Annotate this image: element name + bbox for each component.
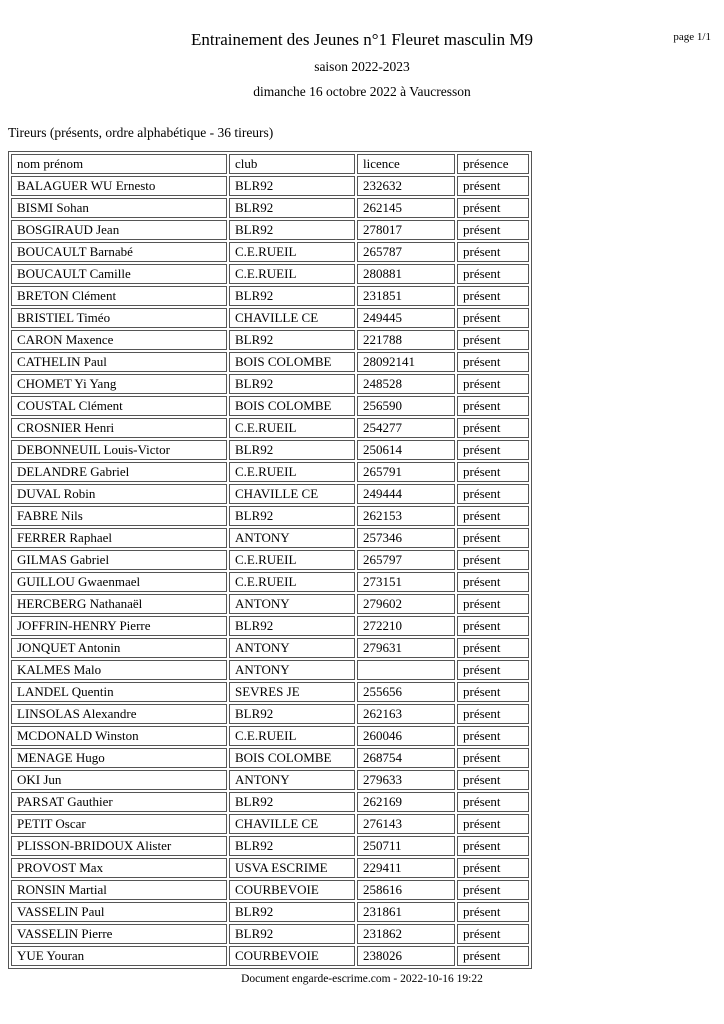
presence-cell: présent <box>457 748 529 768</box>
presence-cell: présent <box>457 330 529 350</box>
club-cell: ANTONY <box>229 528 355 548</box>
presence-cell: présent <box>457 220 529 240</box>
fencer-name-cell: KALMES Malo <box>11 660 227 680</box>
fencer-name-cell: BRISTIEL Timéo <box>11 308 227 328</box>
presence-cell: présent <box>457 418 529 438</box>
licence-cell <box>357 660 455 680</box>
fencer-name-cell: YUE Youran <box>11 946 227 966</box>
club-cell: BLR92 <box>229 176 355 196</box>
table-row <box>11 242 529 262</box>
fencer-name-cell: GUILLOU Gwaenmael <box>11 572 227 592</box>
presence-cell: présent <box>457 770 529 790</box>
presence-cell: présent <box>457 484 529 504</box>
column-header-club: club <box>229 154 355 174</box>
club-cell: BLR92 <box>229 506 355 526</box>
licence-cell: 249444 <box>357 484 455 504</box>
licence-cell: 268754 <box>357 748 455 768</box>
presence-cell: présent <box>457 264 529 284</box>
presence-cell: présent <box>457 352 529 372</box>
document-footer: Document engarde-escrime.com - 2022-10-16 19:22 <box>241 973 483 985</box>
fencers-table <box>8 151 532 969</box>
licence-cell: 278017 <box>357 220 455 240</box>
fencer-name-cell: BRETON Clément <box>11 286 227 306</box>
licence-cell: 265787 <box>357 242 455 262</box>
licence-cell: 280881 <box>357 264 455 284</box>
column-header-presence: présence <box>457 154 529 174</box>
fencer-name-cell: PARSAT Gauthier <box>11 792 227 812</box>
fencer-name-cell: BALAGUER WU Ernesto <box>11 176 227 196</box>
licence-cell: 221788 <box>357 330 455 350</box>
fencer-name-cell: FABRE Nils <box>11 506 227 526</box>
table-row <box>11 550 529 570</box>
table-row <box>11 616 529 636</box>
fencer-name-cell: VASSELIN Pierre <box>11 924 227 944</box>
table-row <box>11 176 529 196</box>
presence-cell: présent <box>457 308 529 328</box>
presence-cell: présent <box>457 946 529 966</box>
licence-cell: 232632 <box>357 176 455 196</box>
table-row <box>11 660 529 680</box>
table-row <box>11 220 529 240</box>
club-cell: C.E.RUEIL <box>229 726 355 746</box>
fencer-name-cell: CATHELIN Paul <box>11 352 227 372</box>
presence-cell: présent <box>457 440 529 460</box>
presence-cell: présent <box>457 528 529 548</box>
licence-cell: 276143 <box>357 814 455 834</box>
licence-cell: 262169 <box>357 792 455 812</box>
club-cell: CHAVILLE CE <box>229 308 355 328</box>
presence-cell: présent <box>457 924 529 944</box>
column-header-licence: licence <box>357 154 455 174</box>
fencer-name-cell: JONQUET Antonin <box>11 638 227 658</box>
fencer-name-cell: OKI Jun <box>11 770 227 790</box>
table-row <box>11 836 529 856</box>
club-cell: C.E.RUEIL <box>229 418 355 438</box>
club-cell: BLR92 <box>229 330 355 350</box>
table-row <box>11 814 529 834</box>
licence-cell: 248528 <box>357 374 455 394</box>
table-row <box>11 528 529 548</box>
table-row <box>11 484 529 504</box>
table-row <box>11 396 529 416</box>
club-cell: C.E.RUEIL <box>229 264 355 284</box>
club-cell: BLR92 <box>229 902 355 922</box>
presence-cell: présent <box>457 572 529 592</box>
fencer-name-cell: BOUCAULT Barnabé <box>11 242 227 262</box>
table-row <box>11 726 529 746</box>
presence-cell: présent <box>457 396 529 416</box>
fencer-name-cell: CARON Maxence <box>11 330 227 350</box>
club-cell: C.E.RUEIL <box>229 572 355 592</box>
club-cell: BLR92 <box>229 924 355 944</box>
table-row <box>11 330 529 350</box>
table-row <box>11 704 529 724</box>
presence-cell: présent <box>457 704 529 724</box>
fencer-name-cell: CHOMET Yi Yang <box>11 374 227 394</box>
licence-cell: 250614 <box>357 440 455 460</box>
table-row <box>11 418 529 438</box>
licence-cell: 231862 <box>357 924 455 944</box>
fencer-name-cell: PROVOST Max <box>11 858 227 878</box>
table-row <box>11 924 529 944</box>
club-cell: BLR92 <box>229 198 355 218</box>
page-number: page 1/1 <box>673 31 711 43</box>
fencer-name-cell: RONSIN Martial <box>11 880 227 900</box>
club-cell: C.E.RUEIL <box>229 242 355 262</box>
fencer-name-cell: MENAGE Hugo <box>11 748 227 768</box>
table-row <box>11 594 529 614</box>
club-cell: BOIS COLOMBE <box>229 396 355 416</box>
table-row <box>11 308 529 328</box>
presence-cell: présent <box>457 902 529 922</box>
club-cell: ANTONY <box>229 638 355 658</box>
licence-cell: 258616 <box>357 880 455 900</box>
presence-cell: présent <box>457 836 529 856</box>
fencer-name-cell: JOFFRIN-HENRY Pierre <box>11 616 227 636</box>
licence-cell: 256590 <box>357 396 455 416</box>
table-row <box>11 506 529 526</box>
licence-cell: 273151 <box>357 572 455 592</box>
presence-cell: présent <box>457 374 529 394</box>
licence-cell: 257346 <box>357 528 455 548</box>
club-cell: CHAVILLE CE <box>229 814 355 834</box>
licence-cell: 265797 <box>357 550 455 570</box>
fencer-name-cell: CROSNIER Henri <box>11 418 227 438</box>
presence-cell: présent <box>457 198 529 218</box>
licence-cell: 265791 <box>357 462 455 482</box>
presence-cell: présent <box>457 660 529 680</box>
club-cell: COURBEVOIE <box>229 946 355 966</box>
licence-cell: 262145 <box>357 198 455 218</box>
club-cell: BOIS COLOMBE <box>229 748 355 768</box>
fencer-name-cell: BOSGIRAUD Jean <box>11 220 227 240</box>
fencer-name-cell: FERRER Raphael <box>11 528 227 548</box>
club-cell: C.E.RUEIL <box>229 462 355 482</box>
licence-cell: 279633 <box>357 770 455 790</box>
column-header-name: nom prénom <box>11 154 227 174</box>
presence-cell: présent <box>457 242 529 262</box>
licence-cell: 255656 <box>357 682 455 702</box>
licence-cell: 28092141 <box>357 352 455 372</box>
table-row <box>11 748 529 768</box>
fencer-name-cell: MCDONALD Winston <box>11 726 227 746</box>
fencer-name-cell: BISMI Sohan <box>11 198 227 218</box>
licence-cell: 262163 <box>357 704 455 724</box>
table-row <box>11 352 529 372</box>
fencer-name-cell: DELANDRE Gabriel <box>11 462 227 482</box>
section-heading: Tireurs (présents, ordre alphabétique - 36 tireurs) <box>8 125 274 140</box>
club-cell: COURBEVOIE <box>229 880 355 900</box>
fencer-name-cell: LANDEL Quentin <box>11 682 227 702</box>
presence-cell: présent <box>457 506 529 526</box>
presence-cell: présent <box>457 880 529 900</box>
date-location-subtitle: dimanche 16 octobre 2022 à Vaucresson <box>253 84 471 99</box>
fencer-name-cell: PETIT Oscar <box>11 814 227 834</box>
presence-cell: présent <box>457 814 529 834</box>
licence-cell: 254277 <box>357 418 455 438</box>
fencer-name-cell: PLISSON-BRIDOUX Alister <box>11 836 227 856</box>
licence-cell: 279602 <box>357 594 455 614</box>
table-row <box>11 792 529 812</box>
season-subtitle: saison 2022-2023 <box>314 59 410 74</box>
licence-cell: 272210 <box>357 616 455 636</box>
club-cell: BLR92 <box>229 704 355 724</box>
presence-cell: présent <box>457 858 529 878</box>
table-row <box>11 198 529 218</box>
table-row <box>11 374 529 394</box>
club-cell: SEVRES JE <box>229 682 355 702</box>
table-header-row <box>11 154 529 174</box>
club-cell: ANTONY <box>229 594 355 614</box>
club-cell: BLR92 <box>229 286 355 306</box>
licence-cell: 279631 <box>357 638 455 658</box>
licence-cell: 262153 <box>357 506 455 526</box>
fencer-name-cell: LINSOLAS Alexandre <box>11 704 227 724</box>
fencer-name-cell: HERCBERG Nathanaël <box>11 594 227 614</box>
fencer-name-cell: DUVAL Robin <box>11 484 227 504</box>
licence-cell: 238026 <box>357 946 455 966</box>
club-cell: BLR92 <box>229 792 355 812</box>
presence-cell: présent <box>457 286 529 306</box>
fencer-name-cell: GILMAS Gabriel <box>11 550 227 570</box>
table-row <box>11 946 529 966</box>
fencer-name-cell: COUSTAL Clément <box>11 396 227 416</box>
club-cell: BLR92 <box>229 440 355 460</box>
presence-cell: présent <box>457 616 529 636</box>
club-cell: BLR92 <box>229 220 355 240</box>
presence-cell: présent <box>457 594 529 614</box>
licence-cell: 250711 <box>357 836 455 856</box>
presence-cell: présent <box>457 682 529 702</box>
club-cell: ANTONY <box>229 660 355 680</box>
table-row <box>11 264 529 284</box>
licence-cell: 231861 <box>357 902 455 922</box>
table-row <box>11 440 529 460</box>
table-row <box>11 462 529 482</box>
presence-cell: présent <box>457 792 529 812</box>
club-cell: BOIS COLOMBE <box>229 352 355 372</box>
club-cell: CHAVILLE CE <box>229 484 355 504</box>
fencer-name-cell: VASSELIN Paul <box>11 902 227 922</box>
club-cell: BLR92 <box>229 836 355 856</box>
presence-cell: présent <box>457 638 529 658</box>
club-cell: BLR92 <box>229 374 355 394</box>
licence-cell: 231851 <box>357 286 455 306</box>
fencer-name-cell: DEBONNEUIL Louis-Victor <box>11 440 227 460</box>
table-row <box>11 858 529 878</box>
table-row <box>11 286 529 306</box>
table-row <box>11 880 529 900</box>
table-row <box>11 682 529 702</box>
presence-cell: présent <box>457 176 529 196</box>
licence-cell: 229411 <box>357 858 455 878</box>
presence-cell: présent <box>457 726 529 746</box>
presence-cell: présent <box>457 462 529 482</box>
licence-cell: 249445 <box>357 308 455 328</box>
table-row <box>11 638 529 658</box>
table-row <box>11 572 529 592</box>
table-row <box>11 902 529 922</box>
club-cell: C.E.RUEIL <box>229 550 355 570</box>
licence-cell: 260046 <box>357 726 455 746</box>
club-cell: ANTONY <box>229 770 355 790</box>
fencer-name-cell: BOUCAULT Camille <box>11 264 227 284</box>
table-row <box>11 770 529 790</box>
presence-cell: présent <box>457 550 529 570</box>
club-cell: USVA ESCRIME <box>229 858 355 878</box>
page-title: Entrainement des Jeunes n°1 Fleuret masculin M9 <box>190 30 533 49</box>
club-cell: BLR92 <box>229 616 355 636</box>
